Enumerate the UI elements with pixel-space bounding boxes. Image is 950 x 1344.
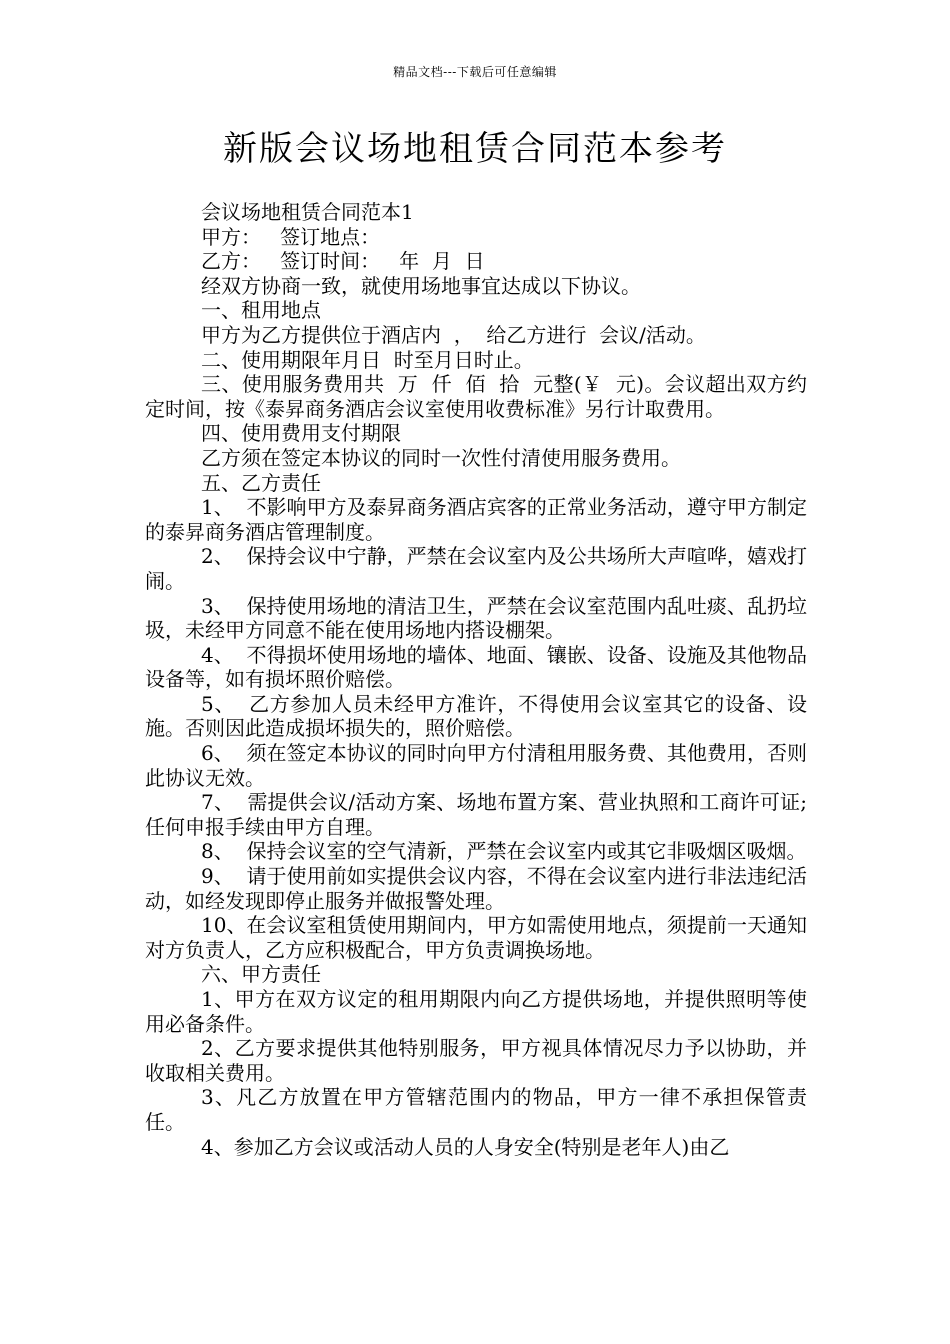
- paragraph: 乙方须在签定本协议的同时一次性付清使用服务费用。: [201, 445, 681, 470]
- document-body: [145, 200, 807, 1159]
- list-item: 1、甲方在双方议定的租用期限内向乙方提供场地，并提供照明等使用必备条件。: [145, 987, 807, 1036]
- section-heading-5: 五、乙方责任: [201, 470, 321, 495]
- list-item: 2、乙方要求提供其他特别服务，甲方视具体情况尽力予以协助，并收取相关费用。: [145, 1036, 807, 1085]
- paragraph-contract-name: 会议场地租赁合同范本1: [201, 200, 414, 224]
- list-item: 7、 需提供会议/活动方案、场地布置方案、营业执照和工商许可证;任何申报手续由甲方自理。: [145, 790, 807, 839]
- list-item: 1、 不影响甲方及泰昇商务酒店宾客的正常业务活动，遵守甲方制定的泰昇商务酒店管理制度。: [145, 495, 807, 544]
- page-header: 精品文档---下载后可任意编辑: [393, 65, 557, 79]
- list-item: 10、在会议室租赁使用期间内，甲方如需使用地点，须提前一天通知对方负责人，乙方应积极配合，甲方负责调换场地。: [145, 913, 807, 962]
- list-item: 4、参加乙方会议或活动人员的人身安全(特别是老年人)由乙: [201, 1134, 730, 1159]
- section-heading-3: 三、使用服务费用共 万 仟 佰 拾 元整(￥ 元)。会议超出双方约定时间，按《泰昇商务酒店会议室使用收费标准》另行计取费用。: [145, 372, 807, 421]
- list-item: 3、 保持使用场地的清洁卫生，严禁在会议室范围内乱吐痰、乱扔垃圾，未经甲方同意不能在使用场地内搭设棚架。: [145, 593, 807, 643]
- paragraph-agreement: 经双方协商一致，就使用场地事宜达成以下协议。: [201, 273, 641, 298]
- list-item: 3、凡乙方放置在甲方管辖范围内的物品，甲方一律不承担保管责任。: [145, 1085, 807, 1134]
- section-heading-4: 四、使用费用支付期限: [201, 421, 401, 446]
- section-heading-1: 一、租用地点: [201, 298, 321, 323]
- list-item: 2、 保持会议中宁静，严禁在会议室内及公共场所大声喧哗，嬉戏打闹。: [145, 544, 807, 593]
- list-item: 8、 保持会议室的空气清新，严禁在会议室内或其它非吸烟区吸烟。: [201, 839, 807, 864]
- list-item: 6、 须在签定本协议的同时向甲方付清租用服务费、其他费用，否则此协议无效。: [145, 741, 807, 790]
- list-item: 5、 乙方参加人员未经甲方准许，不得使用会议室其它的设备、设施。否则因此造成损坏损失的，照价赔偿。: [145, 691, 807, 741]
- document-title: 新版会议场地租赁合同范本参考: [223, 129, 727, 169]
- section-heading-2: 二、使用期限年月日 时至月日时止。: [201, 347, 534, 372]
- paragraph-party-a: 甲方： 签订地点：: [201, 224, 381, 249]
- list-item: 4、 不得损坏使用场地的墙体、地面、镶嵌、设备、设施及其他物品设备等，如有损坏照价赔偿。: [145, 642, 807, 692]
- paragraph: 甲方为乙方提供位于酒店内 ， 给乙方进行 会议/活动。: [201, 322, 706, 347]
- list-item: 9、 请于使用前如实提供会议内容，不得在会议室内进行非法违纪活动，如经发现即停止服务并做报警处理。: [145, 864, 807, 913]
- section-heading-6: 六、甲方责任: [201, 962, 321, 987]
- paragraph-party-b: 乙方： 签订时间： 年 月 日: [201, 249, 485, 274]
